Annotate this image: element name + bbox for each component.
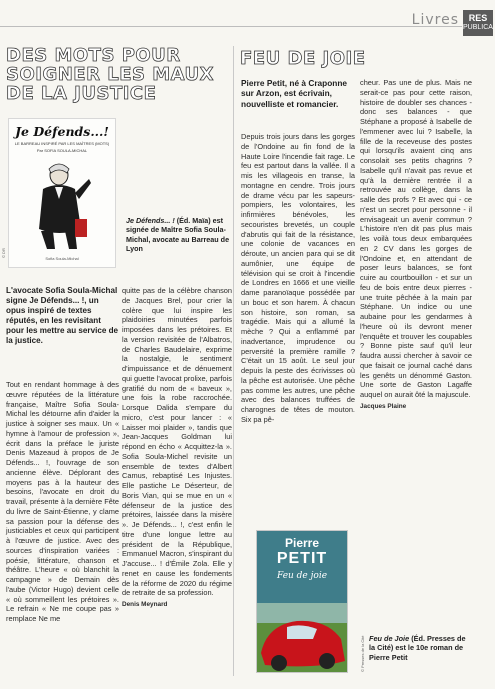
header-rule [0, 26, 462, 27]
cover-title: Je Défends...! [15, 124, 109, 139]
right-article-title [240, 48, 366, 69]
cover-author: Sofia Soula-Michal [45, 256, 79, 261]
body-text: Depuis trois jours dans les gorges de l'Ondoine au fin fond de la Haute Loire l'incendie fait rage. Le feu est partout dans la vallée. Il a mis les villageois en transe, la montagne en cendre. Trois jours de drame vécu par les sapeurs-pompiers, les volontaires, les infirmières bénévoles, les secouristes brevetés, un couple d'abrutis qui fait de la résistance, une colonie de vacances en déroute, un ancien para qui se dit aumônier, une équipe de télévision qui se croit à l'incendie de Londres en 1666 et une vieille dame paranoïaque possédée par un bouc et son harem. À chacun son histoire, son roman, sa tragédie. Mais qui a allumé la mèche ? Qui a enflammé par inadvertance, imprudence ou perversité la première ramille ? C'était un 15 août. Le seul jour depuis la peste des écrivisses où la pêche est autorisée. Une pêche pas comme les autres, une pêche avec des balances truffées de charognes de têtes de mouton. Six pa pê- [241, 132, 355, 424]
left-article-title: DES MOTS POUR SOIGNER LES MAUX DE LA JUSTICE [6, 45, 215, 104]
red-car-illustration [257, 603, 348, 673]
cover-subtitle: LE BARREAU INSPIRÉ PAR LES MAÎTRES (MOTS) [14, 141, 110, 146]
cover-caption-left [126, 216, 230, 253]
section-label: Livres [411, 12, 459, 28]
section-tab [463, 10, 493, 36]
cover-author-last: PETIT [276, 550, 328, 567]
left-lead-paragraph: L'avocate Sofia Soula-Michal signe Je Défends... !, un opus inspiré de textes réputés, en les revisitant pour les mettre au service de la justice. [6, 286, 119, 345]
right-title-prefix: FEU [240, 48, 281, 69]
body-text: quitte pas de la célèbre chanson de Jacques Brel, pour crier la colère que lui inspire les plaidoiries minutées parfois imposées dans les prétoires. Et la version revisitée de l'Albatros, de Charles Baudelaire, exprime la nostalgie, le sentiment d'impuissance et de dénuement qui guette l'avocat prolixe, parfois gratifié du nom de « baveux », une fois la robe raccrochée. Lorsque Dalida s'empare du micro, c'est pour lancer : « Laisser moi plaider », tandis que Jean-Jacques Goldman lui répond en écho « Acquittez-la ». Sofia Soula-Michel revisite un ensemble de textes d'Albert Camus, rebaptisé Les Injustes. Elle pastiche Le Déserteur, de Boris Vian, qui se mue en un « défenseur de la justice des prétoires, laissée dans la misère ». Je Défends... !, c'est enfin le titre d'une longue lettre au président de la République, Emmanuel Macron, s'inspirant du J'accuse... ! d'Émile Zola. Elle y renet en cause les fondements de la réforme de 2020 du régime de retraite de sa profession. [122, 286, 232, 598]
book-cover-feu-de-joie [256, 530, 348, 673]
right-column-2 [360, 78, 472, 412]
column-divider [233, 46, 234, 676]
body-text: cheur. Pas une de plus. Mais ne serait-ce pas pour cette raison, histoire de doubler ses chances - donc ses balances - que Stéphane a proposé à Isabelle de l'emmener avec lui ? Isabelle, la fille de la receveuse des postes qui lorsqu'ils avaient cinq ans consolait ses petits chagrins ? Isabelle qu'il n'avait pas revue et qu'à la dernière rentrée il a retrouvée au collège, dans la salle des profs ? Et avec qui - ce n'est un secret pour personne - il envisageait un avenir commun ? L'histoire n'en dit pas plus mais les voilà tous deux embarquées en 2 CV dans les gorges de l'Ondoine et, en attendant de poser leurs balances, se font cuire au courtbouillon - et sur un feu de bois entre deux pierres - une truite pêchée à la main par Stéphane. Un indice ou une aubaine pour les gendarmes à l'heure où ils devront mener l'enquête et trouver les coupables ? Bonne piste sauf qu'il leur faudra aussi chercher à savoir ce que faisait ce journal caché dans les genêts un dénommé Gaston. Une sorte de Gaston Lagaffe auquel on aurait ôté la majuscule. [360, 78, 472, 399]
photo-credit-left: © DR [1, 248, 6, 258]
section-tab-line2: PUBLICA [463, 24, 493, 31]
caption-book-title: Je Défends... ! [126, 216, 175, 225]
cover-caption-right [369, 634, 473, 662]
right-title-rest: DE JOIE [287, 48, 366, 69]
caption-body: (Éd. Maïa) est signée de Maître Sofia Soula-Michal, avocate au Barreau de Lyon [126, 216, 230, 253]
body-text: Tout en rendant hommage à des œuvre réputées de la littérature française, Maître Sofia Soula-Michal les détourne afin d'aider la justice à soigner ses maux. Un « hymne à l'amour de profession », écrit dans la préface le juriste Denis Mazeaud à propos de Je Défends... !, l'ouvrage de son ancienne élève. Déplorant des moyens pas à la hauteur des besoins, l'avocate en droit du travail, présente à la dernière Fête du livre de Saint-Étienne, y clame sa passion pour la défense des justiciables et ceux qui participent à l'œuvre de justice. Avec des sources d'inspiration variées : poésie, littérature, chanson et théâtre. L'heure « où blanchit la campagne » de Demain dès l'aube (Victor Hugo) devient celle « où sommeillent les prétoires ». Le refrain « Ne me coupe pas » remplace Ne me [6, 380, 119, 623]
cover-title: Feu de joie [276, 571, 328, 581]
cover-author-first: Pierre [284, 536, 320, 550]
signature-left: Denis Meynard [122, 601, 168, 608]
right-lead-paragraph: Pierre Petit, né à Craponne sur Arzon, est écrivain, nouvelliste et romancier. [241, 78, 348, 109]
right-column-1 [241, 132, 355, 425]
left-column-2 [122, 286, 232, 610]
cover-byline: Par SOFIA SOULA-MICHAL [36, 148, 88, 153]
signature-right: Jacques Plaine [360, 402, 407, 410]
caption-book-title: Feu de Joie [369, 634, 410, 643]
caption-body: (Éd. Presses de la Cité) est le 10e roman de Pierre Petit [369, 634, 466, 662]
lawyer-illustration [29, 159, 91, 251]
left-column-1 [6, 380, 119, 624]
photo-credit-right: © Presses de la Cité [360, 635, 365, 672]
section-tab-line1: RES [468, 13, 488, 23]
book-cover-je-defends [8, 118, 116, 268]
